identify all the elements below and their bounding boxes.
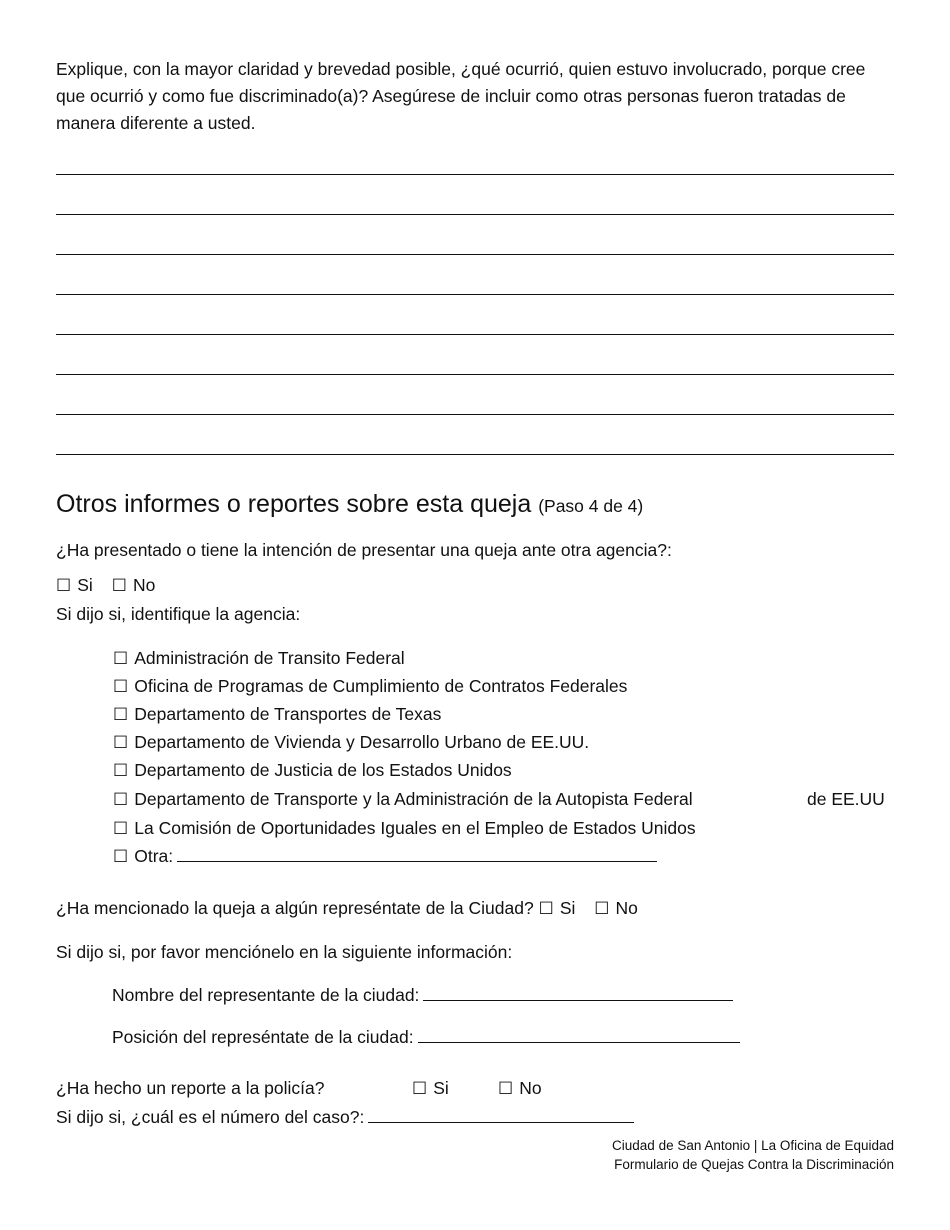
footer-line-2: Formulario de Quejas Contra la Discriminación (614, 1157, 894, 1172)
answer-line-2[interactable] (56, 214, 894, 215)
section-heading (56, 488, 643, 522)
section-step: (Paso 4 de 4) (538, 496, 644, 516)
agency-option-other[interactable] (113, 843, 657, 871)
answer-line-4[interactable] (56, 294, 894, 295)
answer-line-5[interactable] (56, 334, 894, 335)
q2-row (56, 895, 638, 923)
answer-line-3[interactable] (56, 254, 894, 255)
rep-name-row (112, 982, 733, 1009)
agency-other-field[interactable] (177, 843, 657, 862)
checkbox-icon[interactable]: ☐ (111, 576, 127, 596)
q3-yes-option[interactable] (412, 1075, 449, 1103)
rep-position-field[interactable] (418, 1024, 740, 1043)
agency-option-3[interactable] (113, 701, 441, 729)
agency-label-7: La Comisión de Oportunidades Iguales en el Empleo de Estados Unidos (134, 818, 696, 838)
q3-no-option[interactable] (498, 1075, 542, 1103)
checkbox-icon[interactable]: ☐ (56, 576, 72, 596)
rep-position-label: Posición del represéntate de la ciudad: (112, 1027, 414, 1047)
agency-label-6: Departamento de Transporte y la Administración de la Autopista Federal (134, 789, 693, 809)
q1-followup: Si dijo si, identifique la agencia: (56, 604, 301, 624)
checkbox-icon[interactable]: ☐ (113, 790, 129, 810)
agency-option-2[interactable] (113, 673, 627, 701)
rep-name-label: Nombre del representante de la ciudad: (112, 985, 420, 1005)
footer-line-1: Ciudad de San Antonio | La Oficina de Equidad (612, 1138, 894, 1153)
q1-no-option[interactable] (112, 575, 156, 595)
rep-position-row (112, 1024, 740, 1051)
checkbox-icon[interactable]: ☐ (113, 819, 129, 839)
rep-name-field[interactable] (423, 982, 733, 1001)
q3-question: ¿Ha hecho un reporte a la policía? (56, 1078, 325, 1098)
q2-followup: Si dijo si, por favor menciónelo en la siguiente información: (56, 942, 513, 962)
q1-yes-option[interactable] (56, 575, 93, 595)
q1-options (56, 572, 155, 600)
agency-option-1[interactable] (113, 645, 405, 673)
checkbox-icon[interactable]: ☐ (538, 899, 554, 919)
agency-label-4: Departamento de Vivienda y Desarrollo Urbano de EE.UU. (134, 732, 590, 752)
checkbox-icon[interactable]: ☐ (498, 1079, 514, 1099)
answer-line-8[interactable] (56, 454, 894, 455)
q2-no-option[interactable] (594, 898, 638, 918)
agency-option-5[interactable] (113, 757, 512, 785)
section-title: Otros informes o reportes sobre esta queja (56, 490, 532, 518)
agency-label-3: Departamento de Transportes de Texas (134, 704, 442, 724)
agency-label-2: Oficina de Programas de Cumplimiento de Contratos Federales (134, 676, 628, 696)
q2-yes-label: Si (559, 898, 576, 918)
checkbox-icon[interactable]: ☐ (594, 899, 610, 919)
q2-no-label: No (615, 898, 638, 918)
q1-question: ¿Ha presentado o tiene la intención de presentar una queja ante otra agencia?: (56, 540, 672, 560)
answer-line-7[interactable] (56, 414, 894, 415)
q1-yes-label: Si (77, 575, 93, 595)
agency-label-1: Administración de Transito Federal (134, 648, 405, 668)
checkbox-icon[interactable]: ☐ (412, 1079, 428, 1099)
agency-option-4[interactable] (113, 729, 589, 757)
q1-no-label: No (132, 575, 156, 595)
checkbox-icon[interactable]: ☐ (113, 761, 129, 781)
answer-line-6[interactable] (56, 374, 894, 375)
agency-label-6-suffix: de EE.UU (807, 789, 885, 809)
q2-yes-option[interactable] (539, 898, 576, 918)
intro-instructions: Explique, con la mayor claridad y brevedad posible, ¿qué ocurrió, quien estuvo involucrado, porque cree que ocurrió y como fue discriminado(a)? Asegúrese de incluir como otras personas fueron tratadas de manera diferente a usted. (56, 59, 866, 133)
q3-yes-label: Si (433, 1078, 449, 1098)
agency-option-6[interactable] (113, 786, 693, 814)
footer (612, 1136, 894, 1174)
answer-line-1[interactable] (56, 174, 894, 175)
checkbox-icon[interactable]: ☐ (113, 847, 129, 867)
case-number-field[interactable] (368, 1104, 634, 1123)
checkbox-icon[interactable]: ☐ (113, 677, 129, 697)
checkbox-icon[interactable]: ☐ (113, 649, 129, 669)
agency-label-5: Departamento de Justicia de los Estados Unidos (134, 760, 512, 780)
agency-other-label: Otra: (134, 846, 174, 866)
agency-option-7[interactable] (113, 815, 696, 843)
q2-question: ¿Ha mencionado la queja a algún represéntate de la Ciudad? (56, 898, 534, 918)
case-number-row (56, 1104, 634, 1131)
checkbox-icon[interactable]: ☐ (113, 733, 129, 753)
checkbox-icon[interactable]: ☐ (113, 705, 129, 725)
q3-no-label: No (519, 1078, 542, 1098)
case-number-label: Si dijo si, ¿cuál es el número del caso?: (56, 1107, 365, 1127)
